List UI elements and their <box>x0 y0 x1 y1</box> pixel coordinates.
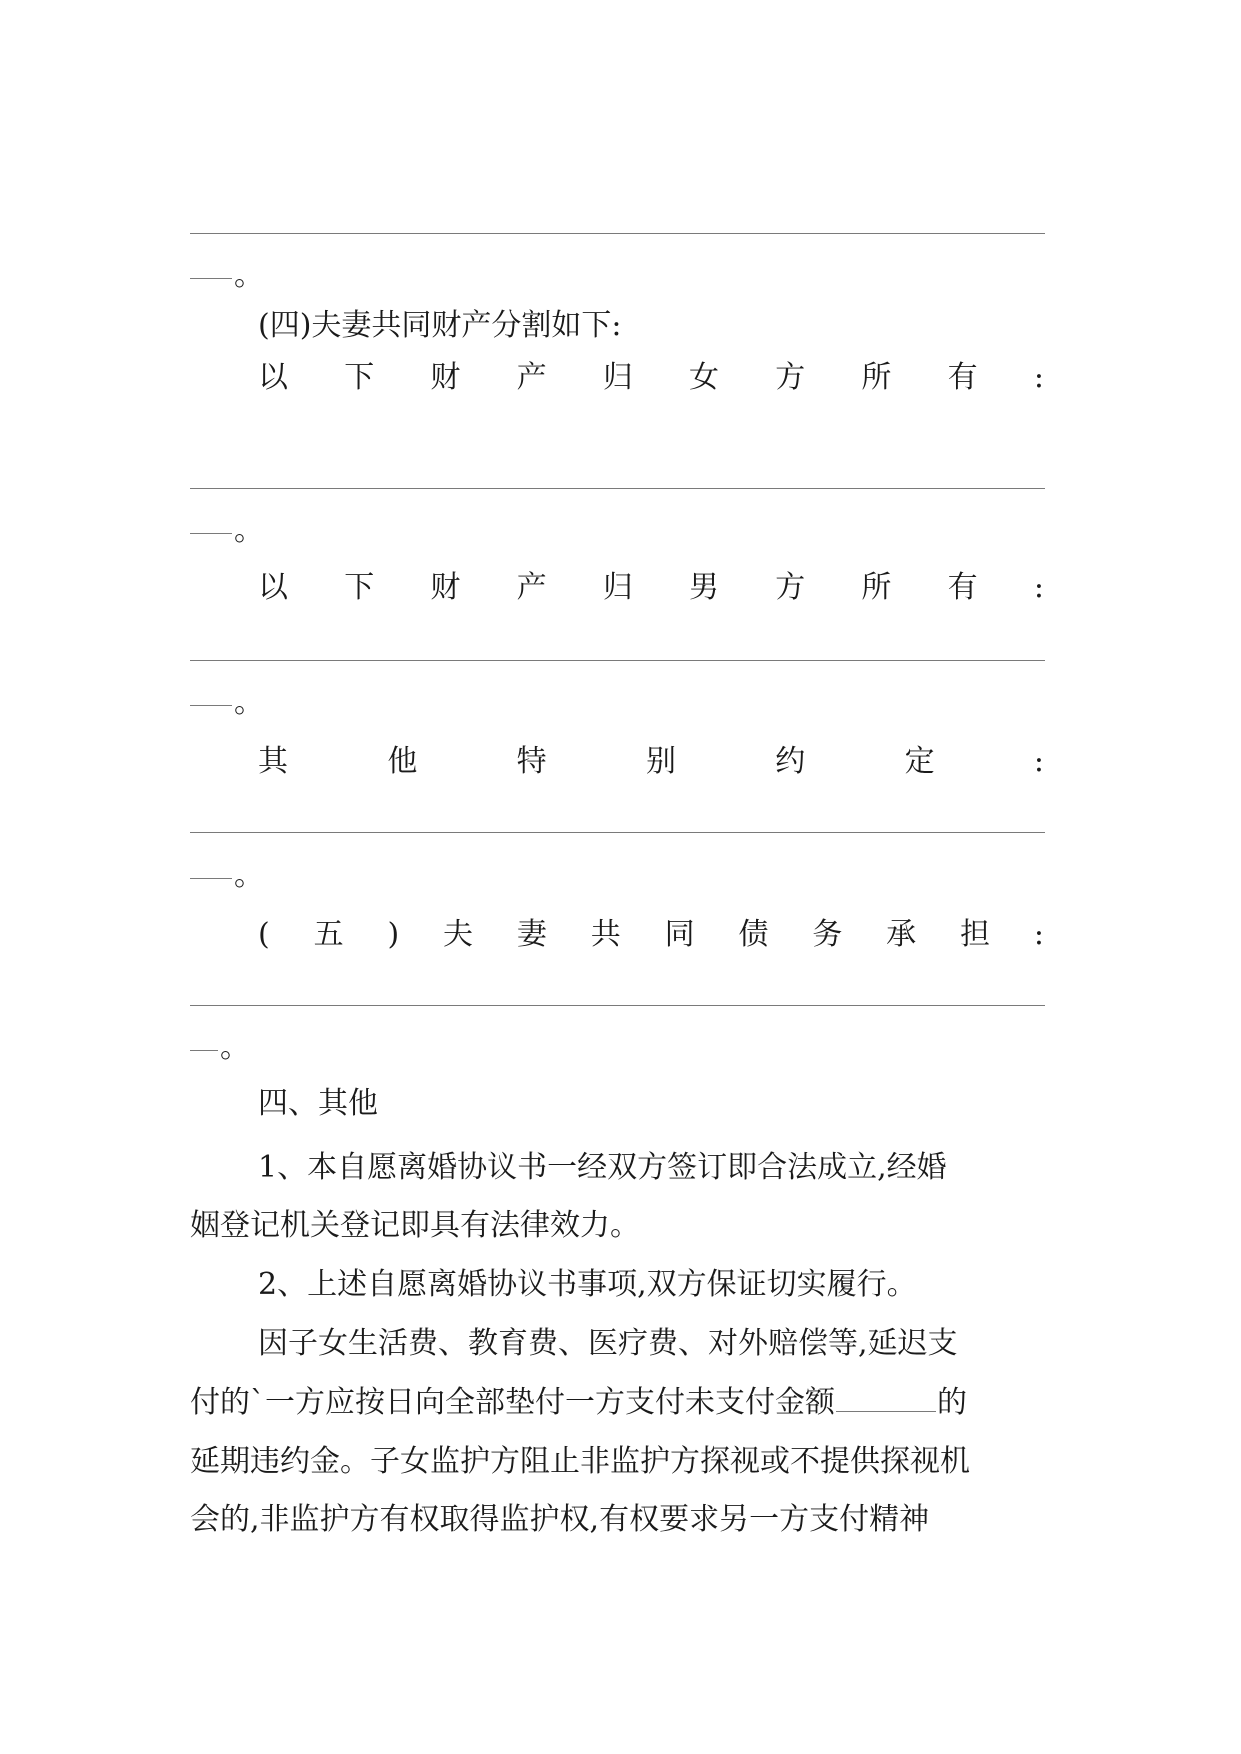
char: 以 <box>258 570 288 605</box>
char: 特 <box>516 744 547 779</box>
short-blank <box>190 878 232 879</box>
char: 下 <box>344 360 375 395</box>
other-agreements-label <box>258 742 1044 782</box>
char: 共 <box>590 917 621 952</box>
blank-end-line <box>190 856 1052 896</box>
clause-1-line-2: 姻登记机关登记即具有法律效力。 <box>190 1208 640 1243</box>
char: 男 <box>689 570 720 605</box>
char: 务 <box>812 917 843 952</box>
others-heading: 四、其他 <box>258 1086 378 1121</box>
char: 财 <box>430 570 461 605</box>
char: 方 <box>775 570 806 605</box>
char: 产 <box>516 360 547 395</box>
blank-end-line <box>190 256 1052 296</box>
char: 夫 <box>443 917 474 952</box>
char: 别 <box>645 744 676 779</box>
short-blank <box>190 705 232 706</box>
char: 约 <box>775 744 806 779</box>
char: ) <box>387 917 400 952</box>
char: : <box>1033 744 1044 779</box>
section-5-heading <box>258 915 1044 955</box>
char: 债 <box>738 917 769 952</box>
char: 有 <box>947 360 978 395</box>
fill-in-blank-rule <box>190 233 1045 234</box>
char: : <box>1033 570 1044 605</box>
husband-property-label <box>258 568 1044 608</box>
char: 五 <box>313 917 344 952</box>
char: 有 <box>947 570 978 605</box>
clause-1-line-1: 1、本自愿离婚协议书一经双方签订即合法成立,经婚 <box>258 1150 947 1185</box>
char: 财 <box>430 360 461 395</box>
char: 归 <box>602 360 633 395</box>
penalty-line-4: 会的,非监护方有权取得监护权,有权要求另一方支付精神 <box>190 1502 930 1537</box>
char: 以 <box>258 360 288 395</box>
char: 承 <box>886 917 917 952</box>
clause-2: 2、上述自愿离婚协议书事项,双方保证切实履行。 <box>258 1267 917 1302</box>
period-mark: 。 <box>234 258 264 293</box>
penalty-line-1: 因子女生活费、教育费、医疗费、对外赔偿等,延迟支 <box>258 1326 958 1361</box>
char: 所 <box>861 360 892 395</box>
char: ( <box>258 917 270 952</box>
penalty-line-2-end: 的 <box>937 1385 967 1420</box>
char: : <box>1033 360 1044 395</box>
char: 同 <box>664 917 695 952</box>
short-blank <box>190 533 232 534</box>
blank-end-line <box>190 511 1052 551</box>
fill-in-blank-rule <box>190 660 1045 661</box>
char: 其 <box>258 744 288 779</box>
amount-blank <box>836 1385 936 1412</box>
fill-in-blank-rule <box>190 1005 1045 1006</box>
penalty-line-2-text: 付的`一方应按日向全部垫付一方支付未支付金额 <box>190 1385 835 1420</box>
char: 他 <box>387 744 418 779</box>
period-mark: 。 <box>234 858 264 893</box>
char: 女 <box>689 360 720 395</box>
short-blank <box>190 278 232 279</box>
short-blank <box>190 1050 218 1051</box>
period-mark: 。 <box>234 513 264 548</box>
char: 所 <box>861 570 892 605</box>
penalty-line-3: 延期违约金。子女监护方阻止非监护方探视或不提供探视机 <box>190 1444 970 1479</box>
section-4-heading: (四)夫妻共同财产分割如下: <box>258 308 622 343</box>
penalty-line-2 <box>190 1383 1052 1423</box>
char: 妻 <box>516 917 547 952</box>
char: 定 <box>904 744 935 779</box>
char: : <box>1033 917 1044 952</box>
wife-property-label <box>258 358 1044 398</box>
char: 归 <box>602 570 633 605</box>
blank-end-line <box>190 683 1052 723</box>
period-mark: 。 <box>220 1030 250 1065</box>
char: 方 <box>775 360 806 395</box>
fill-in-blank-rule <box>190 832 1045 833</box>
period-mark: 。 <box>234 685 264 720</box>
fill-in-blank-rule <box>190 488 1045 489</box>
char: 产 <box>516 570 547 605</box>
char: 担 <box>960 917 991 952</box>
blank-end-line <box>190 1028 1052 1068</box>
char: 下 <box>344 570 375 605</box>
